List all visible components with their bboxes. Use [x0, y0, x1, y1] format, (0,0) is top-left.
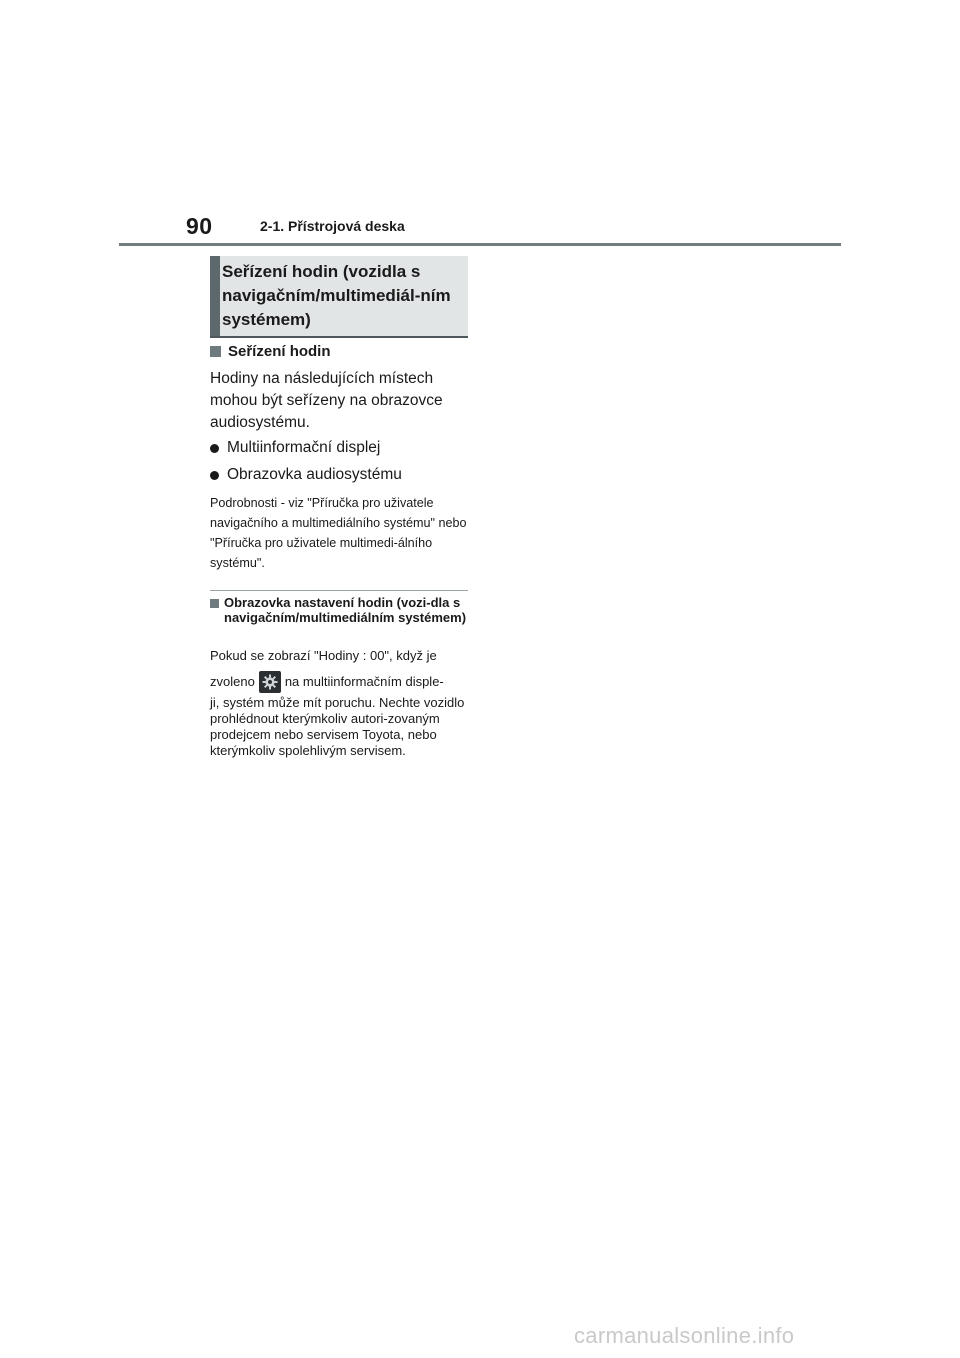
- bullet-text: Multiinformační displej: [227, 439, 381, 456]
- note-text: ji, systém může mít poruchu. Nechte vozidlo prohlédnout kterýmkoliv autori-zovaným prodejcem nebo servisem Toyota, nebo kterýmkoliv spolehlivým servisem.: [210, 695, 465, 758]
- round-bullet-icon: [210, 471, 219, 480]
- section-header-bar: [210, 256, 220, 336]
- page-number: 90: [186, 213, 213, 239]
- chapter-title: 2-1. Přístrojová deska: [260, 218, 405, 234]
- header-rule: [119, 243, 841, 246]
- note-text: zvoleno: [210, 673, 255, 689]
- square-bullet-icon: [210, 346, 221, 357]
- note-line-with-icon: [210, 668, 472, 695]
- note-paragraph: [210, 648, 472, 759]
- note-line: Pokud se zobrazí "Hodiny : 00", když je: [210, 648, 437, 663]
- round-bullet-icon: [210, 444, 219, 453]
- subheading-text: Seřízení hodin: [228, 343, 331, 360]
- subheading-clock-adjust: [210, 343, 331, 360]
- reference-paragraph: Podrobnosti - viz "Příručka pro uživatele navigačního a multimediálního systému" nebo "Příručka pro uživatele multimedi-álního systému".: [210, 496, 467, 570]
- square-bullet-icon: [210, 599, 219, 608]
- subheading-text: Obrazovka nastavení hodin (vozi-dla s navigačním/multimediálním systémem): [224, 595, 467, 625]
- watermark: carmanualsonline.info: [574, 1323, 795, 1348]
- bullet-text: Obrazovka audiosystému: [227, 466, 402, 483]
- body-paragraph: Hodiny na následujících místech mohou být seřízeny na obrazovce audiosystému.: [210, 370, 443, 431]
- section-title: Seřízení hodin (vozidla s navigačním/multimediál-ním systémem): [222, 262, 451, 329]
- bullet-item: [210, 466, 402, 484]
- section-header-box: [210, 256, 468, 338]
- note-text: na multiinformačním disple-: [284, 673, 444, 689]
- subheading-clock-screen: [210, 596, 472, 625]
- bullet-item: [210, 439, 380, 457]
- divider: [210, 590, 468, 591]
- gear-icon: [259, 671, 281, 693]
